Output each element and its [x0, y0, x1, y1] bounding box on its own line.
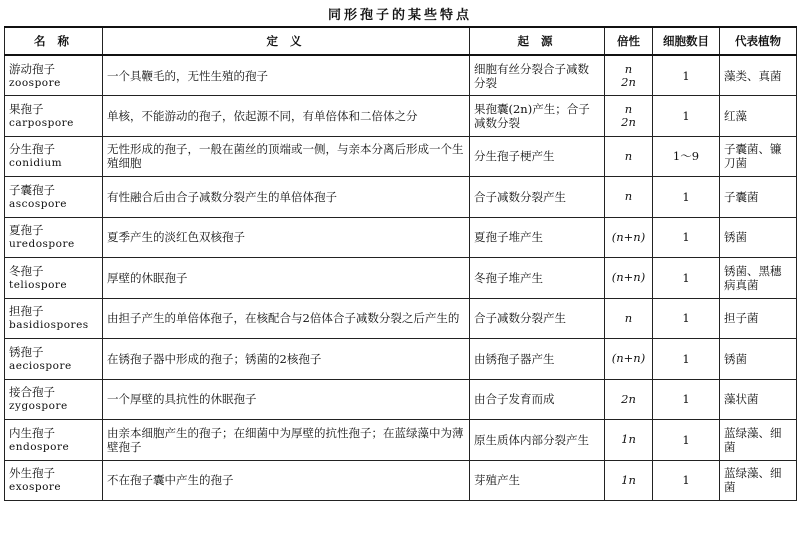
origin-cell: 芽殖产生: [470, 460, 605, 501]
spore-name-cell: [5, 339, 103, 380]
representative-plants-cell: 藻状菌: [720, 379, 797, 420]
representative-plants-cell: 藻类、真菌: [720, 55, 797, 96]
ploidy-value: n: [624, 310, 633, 325]
definition-cell: 无性形成的孢子，一般在菌丝的顶端或一侧，与亲本分离后形成一个生殖细胞: [103, 136, 470, 177]
origin-cell: 冬孢子堆产生: [470, 258, 605, 299]
spore-table: [4, 26, 797, 501]
ploidy-cell: [605, 298, 653, 339]
ploidy-value: 1n: [621, 432, 636, 447]
table-title: 同形孢子的某些特点: [327, 8, 472, 23]
spore-name-cell: [5, 55, 103, 96]
cell-count-cell: 1: [653, 217, 720, 258]
cell-count-cell: 1: [653, 177, 720, 218]
spore-name-chinese: 果孢子: [9, 101, 44, 116]
definition-cell: 不在孢子囊中产生的孢子: [103, 460, 470, 501]
origin-cell: 果孢囊(2n)产生；合子减数分裂: [470, 96, 605, 137]
spore-name-english: zygospore: [9, 400, 68, 413]
representative-plants-cell: 担子菌: [720, 298, 797, 339]
spore-name-english: conidium: [9, 157, 63, 170]
representative-plants-cell: 红藻: [720, 96, 797, 137]
spore-name-cell: [5, 136, 103, 177]
spore-name-cell: [5, 420, 103, 461]
spore-name-chinese: 锈孢子: [9, 344, 44, 359]
definition-cell: 一个具鞭毛的，无性生殖的孢子: [103, 55, 470, 96]
ploidy-cell: [605, 177, 653, 218]
cell-count-cell: 1: [653, 96, 720, 137]
ploidy-value: n: [624, 189, 633, 204]
origin-cell: 由锈孢子器产生: [470, 339, 605, 380]
table-row: [5, 96, 797, 137]
ploidy-cell: [605, 379, 653, 420]
ploidy-cell: [605, 217, 653, 258]
table-row: [5, 136, 797, 177]
definition-cell: 单核，不能游动的孢子，依起源不同，有单倍体和二倍体之分: [103, 96, 470, 137]
spore-name-cell: [5, 177, 103, 218]
spore-name-chinese: 子囊孢子: [9, 182, 55, 197]
spore-name-cell: [5, 460, 103, 501]
cell-count-cell: 1: [653, 460, 720, 501]
spore-name-cell: [5, 379, 103, 420]
representative-plants-cell: 子囊菌、镰刀菌: [720, 136, 797, 177]
representative-plants-cell: 锈菌: [720, 217, 797, 258]
ploidy-cell: [605, 460, 653, 501]
spore-name-chinese: 接合孢子: [9, 385, 55, 400]
table-row: [5, 420, 797, 461]
ploidy-cell: [605, 96, 653, 137]
spore-name-english: basidiospores: [9, 319, 89, 332]
table-row: [5, 177, 797, 218]
spore-name-english: uredospore: [9, 238, 75, 251]
definition-cell: 厚壁的休眠孢子: [103, 258, 470, 299]
header-representative-plants: 代表植物: [720, 27, 797, 55]
spore-name-english: teliospore: [9, 278, 68, 291]
header-name: 名 称: [5, 27, 103, 55]
origin-cell: 合子减数分裂产生: [470, 298, 605, 339]
ploidy-value: n: [624, 148, 633, 163]
spore-name-english: exospore: [9, 481, 62, 494]
origin-cell: 夏孢子堆产生: [470, 217, 605, 258]
representative-plants-cell: 蓝绿藻、细菌: [720, 460, 797, 501]
spore-name-chinese: 外生孢子: [9, 466, 55, 481]
representative-plants-cell: 锈菌: [720, 339, 797, 380]
origin-cell: 由合子发育而成: [470, 379, 605, 420]
definition-cell: 夏季产生的淡红色双核孢子: [103, 217, 470, 258]
spore-name-cell: [5, 217, 103, 258]
cell-count-cell: 1: [653, 420, 720, 461]
spore-name-english: carpospore: [9, 116, 74, 129]
ploidy-value: n: [624, 101, 633, 116]
table-row: [5, 298, 797, 339]
origin-cell: 细胞有丝分裂合子减数分裂: [470, 55, 605, 96]
definition-cell: 由担子产生的单倍体孢子，在核配合与2倍体合子减数分裂之后产生的: [103, 298, 470, 339]
origin-cell: 分生孢子梗产生: [470, 136, 605, 177]
cell-count-cell: 1: [653, 298, 720, 339]
ploidy-cell: [605, 420, 653, 461]
cell-count-cell: 1: [653, 55, 720, 96]
definition-cell: 在锈孢子器中形成的孢子；锈菌的2核孢子: [103, 339, 470, 380]
definition-cell: 有性融合后由合子减数分裂产生的单倍体孢子: [103, 177, 470, 218]
spore-name-english: ascospore: [9, 197, 68, 210]
representative-plants-cell: 锈菌、黑穗病真菌: [720, 258, 797, 299]
header-ploidy: 倍性: [605, 27, 653, 55]
table-row: [5, 379, 797, 420]
cell-count-cell: 1～9: [653, 136, 720, 177]
origin-cell: 原生质体内部分裂产生: [470, 420, 605, 461]
origin-cell: 合子减数分裂产生: [470, 177, 605, 218]
spore-name-chinese: 担孢子: [9, 304, 44, 319]
spore-name-chinese: 游动孢子: [9, 61, 55, 76]
ploidy-value: 2n: [621, 74, 636, 89]
ploidy-value: 2n: [621, 114, 636, 129]
ploidy-value: 2n: [621, 391, 636, 406]
ploidy-value: (n+n): [611, 270, 646, 285]
spore-name-cell: [5, 258, 103, 299]
header-definition: 定 义: [103, 27, 470, 55]
spore-name-chinese: 分生孢子: [9, 142, 55, 157]
definition-cell: 由亲本细胞产生的孢子；在细菌中为厚壁的抗性孢子；在蓝绿藻中为薄壁孢子: [103, 420, 470, 461]
table-row: [5, 258, 797, 299]
ploidy-value: 1n: [621, 472, 636, 487]
representative-plants-cell: 子囊菌: [720, 177, 797, 218]
ploidy-cell: [605, 258, 653, 299]
table-row: [5, 460, 797, 501]
ploidy-value: (n+n): [611, 229, 646, 244]
ploidy-cell: [605, 339, 653, 380]
header-row: [5, 27, 797, 55]
spore-name-chinese: 夏孢子: [9, 223, 44, 238]
table-row: [5, 339, 797, 380]
spore-name-chinese: 内生孢子: [9, 425, 55, 440]
representative-plants-cell: 蓝绿藻、细菌: [720, 420, 797, 461]
header-cell-count: 细胞数目: [653, 27, 720, 55]
cell-count-cell: 1: [653, 379, 720, 420]
table-row: [5, 217, 797, 258]
spore-name-cell: [5, 298, 103, 339]
spore-name-english: aeciospore: [9, 359, 72, 372]
spore-name-english: zoospore: [9, 76, 61, 89]
cell-count-cell: 1: [653, 339, 720, 380]
spore-name-cell: [5, 96, 103, 137]
ploidy-value: n: [624, 61, 633, 76]
ploidy-value: (n+n): [611, 351, 646, 366]
ploidy-cell: [605, 55, 653, 96]
spore-name-english: endospore: [9, 440, 70, 453]
definition-cell: 一个厚壁的具抗性的休眠孢子: [103, 379, 470, 420]
spore-name-chinese: 冬孢子: [9, 263, 44, 278]
table-row: [5, 55, 797, 96]
cell-count-cell: 1: [653, 258, 720, 299]
ploidy-cell: [605, 136, 653, 177]
header-origin: 起 源: [470, 27, 605, 55]
